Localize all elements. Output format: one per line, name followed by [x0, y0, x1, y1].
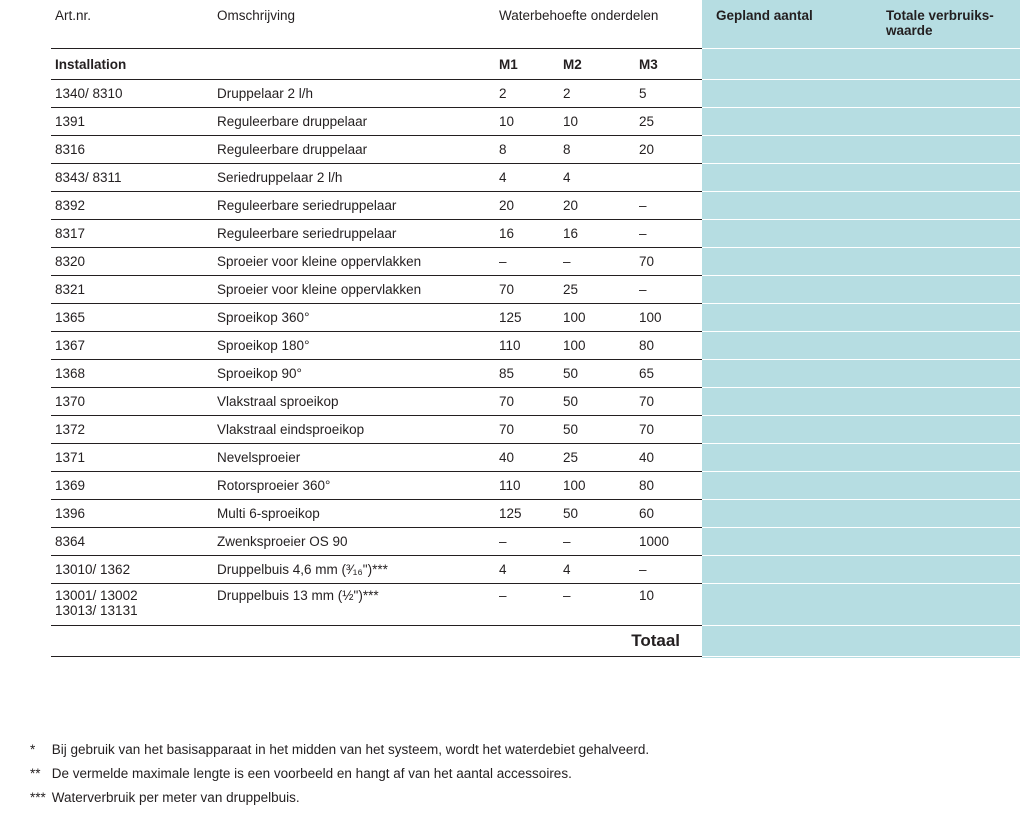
planned-quantity-cell[interactable]: [702, 416, 872, 444]
footnote: [30, 738, 649, 762]
total-row: [51, 626, 1020, 657]
total-consumption-cell[interactable]: [872, 556, 1020, 584]
m1-cell: 70: [495, 276, 559, 304]
m1-cell: 70: [495, 416, 559, 444]
total-consumption-cell[interactable]: [872, 332, 1020, 360]
footnote-mark: **: [30, 766, 41, 781]
m3-cell: –: [635, 556, 702, 584]
art-number-cell: 8321: [51, 276, 213, 304]
m1-cell: –: [495, 528, 559, 556]
art-number-cell: 1391: [51, 108, 213, 136]
m2-cell: 50: [559, 388, 635, 416]
art-number-cell: 1340/ 8310: [51, 80, 213, 108]
table-row: [51, 472, 1020, 500]
total-consumption-cell[interactable]: [872, 360, 1020, 388]
m1-cell: –: [495, 584, 559, 626]
table-row: [51, 528, 1020, 556]
footnote-text: Bij gebruik van het basisapparaat in het midden van het systeem, wordt het waterdebiet gehalveerd.: [51, 742, 650, 757]
total-consumption-cell[interactable]: [872, 304, 1020, 332]
total-consumption-cell[interactable]: [872, 444, 1020, 472]
section-header-row: [51, 49, 1020, 80]
m3-cell: 20: [635, 136, 702, 164]
header-total-line1: Totale verbruiks-: [886, 8, 994, 23]
art-number-cell: 1368: [51, 360, 213, 388]
table-row: [51, 584, 1020, 626]
description-cell: Sproeikop 180°: [213, 332, 495, 360]
planned-quantity-cell[interactable]: [702, 332, 872, 360]
m2-cell: 25: [559, 276, 635, 304]
header-description: Omschrijving: [213, 0, 495, 49]
m3-cell: [635, 164, 702, 192]
description-cell: Rotorsproeier 360°: [213, 472, 495, 500]
m3-cell: 1000: [635, 528, 702, 556]
description-cell: Reguleerbare druppelaar: [213, 108, 495, 136]
m1-cell: 10: [495, 108, 559, 136]
art-number-cell: 1365: [51, 304, 213, 332]
m1-cell: 85: [495, 360, 559, 388]
planned-quantity-cell[interactable]: [702, 444, 872, 472]
m3-cell: –: [635, 220, 702, 248]
planned-quantity-cell[interactable]: [702, 528, 872, 556]
footnote-mark: *: [30, 742, 36, 757]
description-cell: Vlakstraal sproeikop: [213, 388, 495, 416]
art-number-cell: 8317: [51, 220, 213, 248]
m1-cell: 8: [495, 136, 559, 164]
description-cell: Sproeikop 90°: [213, 360, 495, 388]
table-row: [51, 80, 1020, 108]
planned-quantity-cell[interactable]: [702, 220, 872, 248]
description-cell: Zwenksproeier OS 90: [213, 528, 495, 556]
planned-quantity-cell[interactable]: [702, 472, 872, 500]
m2-cell: 2: [559, 80, 635, 108]
total-consumption-cell[interactable]: [872, 528, 1020, 556]
table-row: [51, 136, 1020, 164]
planned-quantity-cell[interactable]: [702, 136, 872, 164]
total-consumption-cell[interactable]: [872, 136, 1020, 164]
planned-quantity-cell[interactable]: [702, 248, 872, 276]
m1-cell: 2: [495, 80, 559, 108]
table-header-row: [51, 0, 1020, 49]
footnote-mark: ***: [30, 790, 46, 805]
m2-cell: 16: [559, 220, 635, 248]
art-number-cell: 8320: [51, 248, 213, 276]
total-consumption-cell[interactable]: [872, 80, 1020, 108]
footnote-text: Waterverbruik per meter van druppelbuis.: [51, 790, 300, 805]
art-number-cell: 8364: [51, 528, 213, 556]
m2-cell: 50: [559, 360, 635, 388]
m1-cell: 125: [495, 304, 559, 332]
planned-quantity-cell[interactable]: [702, 360, 872, 388]
total-consumption-cell[interactable]: [872, 500, 1020, 528]
description-cell: Nevelsproeier: [213, 444, 495, 472]
table-row: [51, 556, 1020, 584]
section-label: Installation: [51, 49, 213, 80]
header-planned-quantity: Gepland aantal: [702, 0, 872, 49]
total-consumption-cell[interactable]: [872, 416, 1020, 444]
column-m2: M2: [559, 49, 635, 80]
total-consumption-cell[interactable]: [872, 248, 1020, 276]
column-m3: M3: [635, 49, 702, 80]
planned-quantity-cell[interactable]: [702, 388, 872, 416]
m3-cell: 70: [635, 388, 702, 416]
description-cell: Reguleerbare druppelaar: [213, 136, 495, 164]
total-cell: [872, 49, 1020, 80]
m1-cell: 125: [495, 500, 559, 528]
total-consumption-cell[interactable]: [872, 472, 1020, 500]
planned-quantity-cell[interactable]: [702, 304, 872, 332]
m3-cell: 100: [635, 304, 702, 332]
total-consumption-cell[interactable]: [872, 164, 1020, 192]
m2-cell: 100: [559, 304, 635, 332]
m3-cell: 70: [635, 248, 702, 276]
art-number-cell: 1367: [51, 332, 213, 360]
art-number-cell: 8343/ 8311: [51, 164, 213, 192]
art-number-line2: 13013/ 13131: [55, 603, 138, 618]
m1-cell: 4: [495, 556, 559, 584]
total-value-cell[interactable]: [872, 626, 1020, 657]
total-planned-cell[interactable]: [702, 626, 872, 657]
description-cell: Vlakstraal eindsproeikop: [213, 416, 495, 444]
m3-cell: 65: [635, 360, 702, 388]
total-label: Totaal: [51, 626, 702, 657]
m1-cell: 16: [495, 220, 559, 248]
art-number-cell: 1371: [51, 444, 213, 472]
header-art-number: Art.nr.: [51, 0, 213, 49]
table-row: [51, 332, 1020, 360]
m3-cell: 80: [635, 472, 702, 500]
art-number-cell: [51, 584, 213, 626]
table-row: [51, 164, 1020, 192]
art-number-cell: 1372: [51, 416, 213, 444]
m2-cell: –: [559, 528, 635, 556]
m2-cell: 100: [559, 472, 635, 500]
planned-quantity-cell[interactable]: [702, 80, 872, 108]
planned-quantity-cell[interactable]: [702, 276, 872, 304]
m3-cell: 25: [635, 108, 702, 136]
description-cell: Reguleerbare seriedruppelaar: [213, 192, 495, 220]
total-consumption-cell[interactable]: [872, 388, 1020, 416]
m3-cell: –: [635, 276, 702, 304]
description-cell: Sproeier voor kleine oppervlakken: [213, 248, 495, 276]
art-number-line1: 13001/ 13002: [55, 588, 138, 603]
header-water-requirement: Waterbehoefte onderdelen: [495, 0, 702, 49]
table-row: [51, 192, 1020, 220]
total-consumption-cell[interactable]: [872, 220, 1020, 248]
m1-cell: 70: [495, 388, 559, 416]
description-cell: Druppelbuis 13 mm (½")***: [213, 584, 495, 626]
m2-cell: 4: [559, 556, 635, 584]
total-consumption-cell[interactable]: [872, 276, 1020, 304]
table-row: [51, 304, 1020, 332]
m2-cell: 25: [559, 444, 635, 472]
m2-cell: 50: [559, 416, 635, 444]
m3-cell: –: [635, 192, 702, 220]
planned-quantity-cell[interactable]: [702, 584, 872, 626]
description-cell: Sproeier voor kleine oppervlakken: [213, 276, 495, 304]
art-number-cell: 8316: [51, 136, 213, 164]
m2-cell: 4: [559, 164, 635, 192]
m1-cell: 110: [495, 332, 559, 360]
total-consumption-cell[interactable]: [872, 108, 1020, 136]
description-cell: Druppelaar 2 l/h: [213, 80, 495, 108]
description-cell: Multi 6-sproeikop: [213, 500, 495, 528]
table-row: [51, 108, 1020, 136]
m2-cell: –: [559, 248, 635, 276]
table-row: [51, 220, 1020, 248]
m1-cell: 110: [495, 472, 559, 500]
footnotes: [30, 738, 649, 810]
footnote-text: De vermelde maximale lengte is een voorbeeld en hangt af van het aantal accessoires.: [51, 766, 572, 781]
m2-cell: 10: [559, 108, 635, 136]
description-cell: Seriedruppelaar 2 l/h: [213, 164, 495, 192]
table-row: [51, 248, 1020, 276]
m2-cell: 50: [559, 500, 635, 528]
table-row: [51, 416, 1020, 444]
section-empty: [213, 49, 495, 80]
m1-cell: –: [495, 248, 559, 276]
planned-quantity-cell[interactable]: [702, 500, 872, 528]
table-row: [51, 360, 1020, 388]
m3-cell: 5: [635, 80, 702, 108]
m2-cell: –: [559, 584, 635, 626]
table-row: [51, 388, 1020, 416]
m1-cell: 20: [495, 192, 559, 220]
planned-quantity-cell[interactable]: [702, 164, 872, 192]
header-total-line2: waarde: [886, 23, 933, 38]
art-number-cell: 1396: [51, 500, 213, 528]
m3-cell: 80: [635, 332, 702, 360]
m3-cell: 70: [635, 416, 702, 444]
water-consumption-table: [51, 0, 1020, 657]
m3-cell: 10: [635, 584, 702, 626]
m2-cell: 20: [559, 192, 635, 220]
footnote: [30, 762, 649, 786]
footnote: [30, 786, 649, 810]
art-number-cell: 8392: [51, 192, 213, 220]
description-cell: Sproeikop 360°: [213, 304, 495, 332]
m2-cell: 100: [559, 332, 635, 360]
column-m1: M1: [495, 49, 559, 80]
art-number-cell: 1370: [51, 388, 213, 416]
planned-quantity-cell[interactable]: [702, 108, 872, 136]
header-total-consumption: [872, 0, 1020, 49]
planned-quantity-cell[interactable]: [702, 556, 872, 584]
m3-cell: 40: [635, 444, 702, 472]
total-consumption-cell[interactable]: [872, 584, 1020, 626]
total-consumption-cell[interactable]: [872, 192, 1020, 220]
m1-cell: 4: [495, 164, 559, 192]
m3-cell: 60: [635, 500, 702, 528]
description-cell: Reguleerbare seriedruppelaar: [213, 220, 495, 248]
table-row: [51, 276, 1020, 304]
planned-quantity-cell[interactable]: [702, 192, 872, 220]
table-row: [51, 444, 1020, 472]
m1-cell: 40: [495, 444, 559, 472]
art-number-cell: 1369: [51, 472, 213, 500]
table-row: [51, 500, 1020, 528]
planned-cell: [702, 49, 872, 80]
description-cell: Druppelbuis 4,6 mm (³⁄₁₆")***: [213, 556, 495, 584]
art-number-cell: 13010/ 1362: [51, 556, 213, 584]
m2-cell: 8: [559, 136, 635, 164]
